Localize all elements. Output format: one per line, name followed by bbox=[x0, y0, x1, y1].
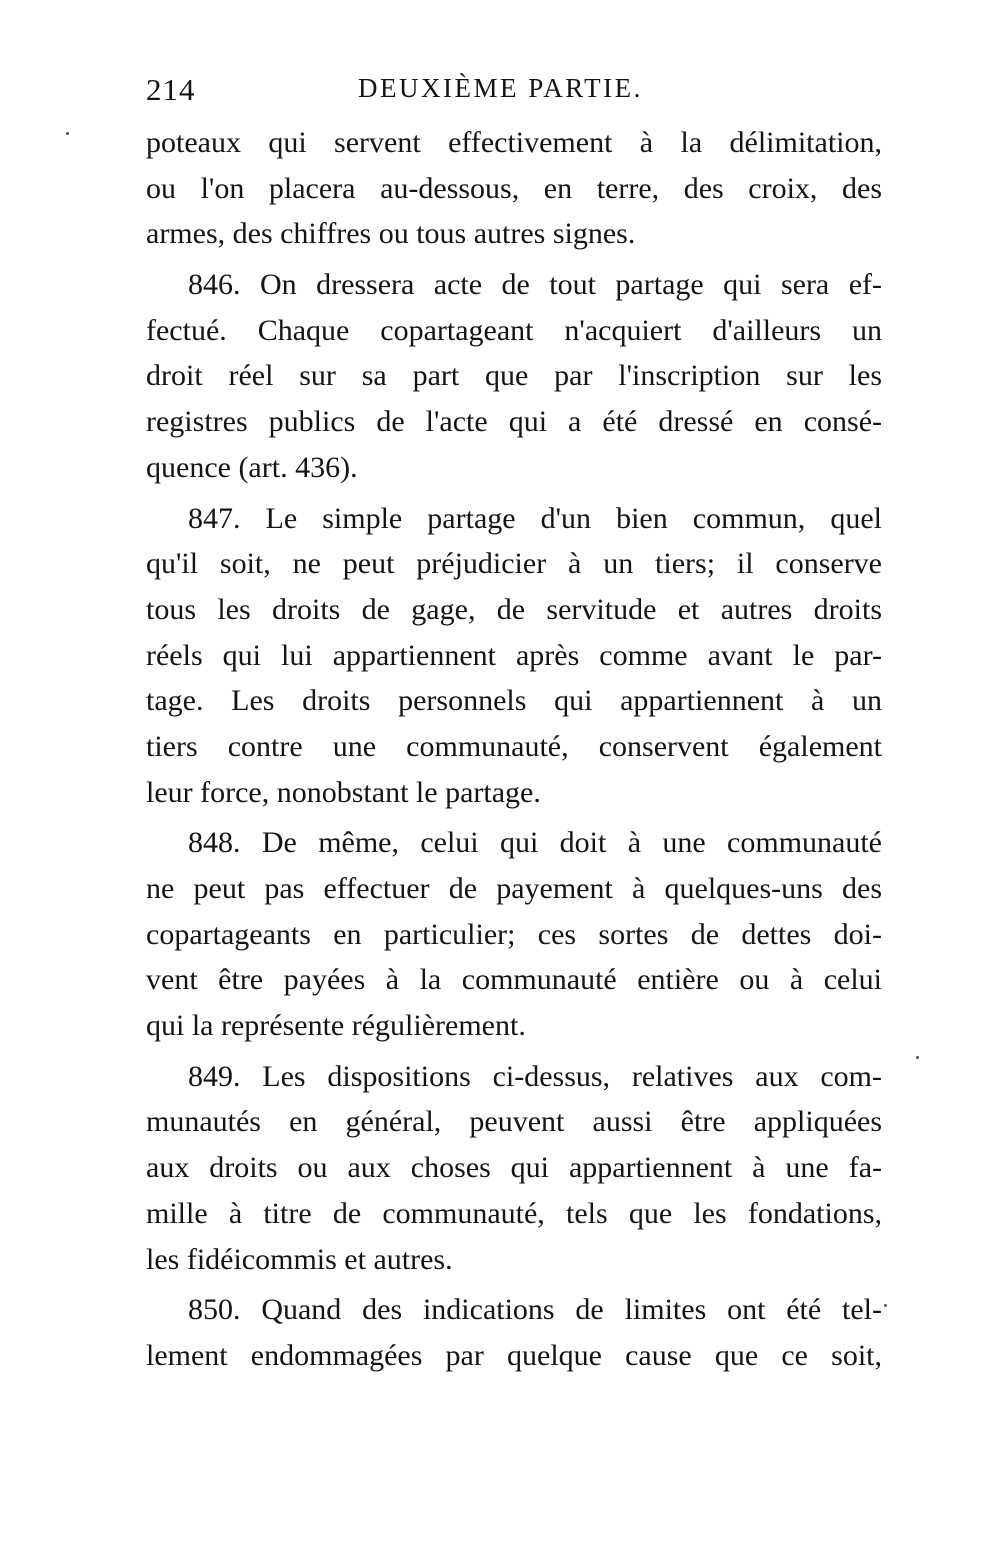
text-line: lement endommagées par quelque cause que ce soit, bbox=[146, 1338, 882, 1372]
running-title: DEUXIÈME PARTIE. bbox=[358, 73, 643, 103]
text-line: droit réel sur sa part que par l'inscription sur les bbox=[146, 359, 882, 393]
print-speck bbox=[884, 1304, 887, 1307]
page-header bbox=[146, 72, 882, 112]
text-line: les fidéicommis et autres. bbox=[146, 1242, 453, 1276]
text-line: 847. Le simple partage d'un bien commun, quel bbox=[188, 501, 882, 535]
text-line: tous les droits de gage, de servitude et autres droits bbox=[146, 592, 882, 626]
paragraph-continuation bbox=[146, 120, 882, 257]
text-line: registres publics de l'acte qui a été dressé en consé- bbox=[146, 405, 882, 439]
text-line: ou l'on placera au-dessous, en terre, des croix, des bbox=[146, 171, 882, 205]
text-line: munautés en général, peuvent aussi être appliquées bbox=[146, 1105, 882, 1139]
text-line: qui la représente régulièrement. bbox=[146, 1009, 526, 1043]
paragraph-846 bbox=[146, 262, 882, 490]
text-line: 846. On dressera acte de tout partage qui sera ef- bbox=[188, 268, 882, 302]
page-number: 214 bbox=[146, 72, 196, 107]
print-speck bbox=[916, 1056, 919, 1059]
text-line: leur force, nonobstant le partage. bbox=[146, 775, 541, 809]
text-line: tiers contre une communauté, conservent également bbox=[146, 729, 882, 763]
text-line: tage. Les droits personnels qui appartiennent à un bbox=[146, 684, 882, 718]
print-speck bbox=[66, 132, 69, 135]
text-line: 850. Quand des indications de limites ont été tel- bbox=[188, 1293, 882, 1327]
paragraph-850 bbox=[146, 1287, 882, 1378]
text-line: réels qui lui appartiennent après comme avant le par- bbox=[146, 638, 882, 672]
text-line: fectué. Chaque copartageant n'acquiert d'ailleurs un bbox=[146, 313, 882, 347]
text-line: qu'il soit, ne peut préjudicier à un tiers; il conserve bbox=[146, 547, 882, 581]
text-line: aux droits ou aux choses qui appartiennent à une fa- bbox=[146, 1151, 882, 1185]
text-line: vent être payées à la communauté entière ou à celui bbox=[146, 963, 882, 997]
text-line: mille à titre de communauté, tels que les fondations, bbox=[146, 1196, 882, 1230]
text-line: poteaux qui servent effectivement à la délimitation, bbox=[146, 126, 882, 159]
paragraph-848 bbox=[146, 820, 882, 1048]
paragraph-849 bbox=[146, 1054, 882, 1282]
paragraph-847 bbox=[146, 496, 882, 816]
text-line: armes, des chiffres ou tous autres signes. bbox=[146, 217, 636, 251]
body-text bbox=[146, 120, 882, 1379]
text-line: ne peut pas effectuer de payement à quelques-uns des bbox=[146, 872, 882, 905]
text-line: 849. Les dispositions ci-dessus, relatives aux com- bbox=[188, 1059, 882, 1093]
text-line: 848. De même, celui qui doit à une communauté bbox=[188, 826, 882, 860]
text-line: quence (art. 436). bbox=[146, 450, 358, 484]
text-line: copartageants en particulier; ces sortes de dettes doi- bbox=[146, 917, 882, 951]
